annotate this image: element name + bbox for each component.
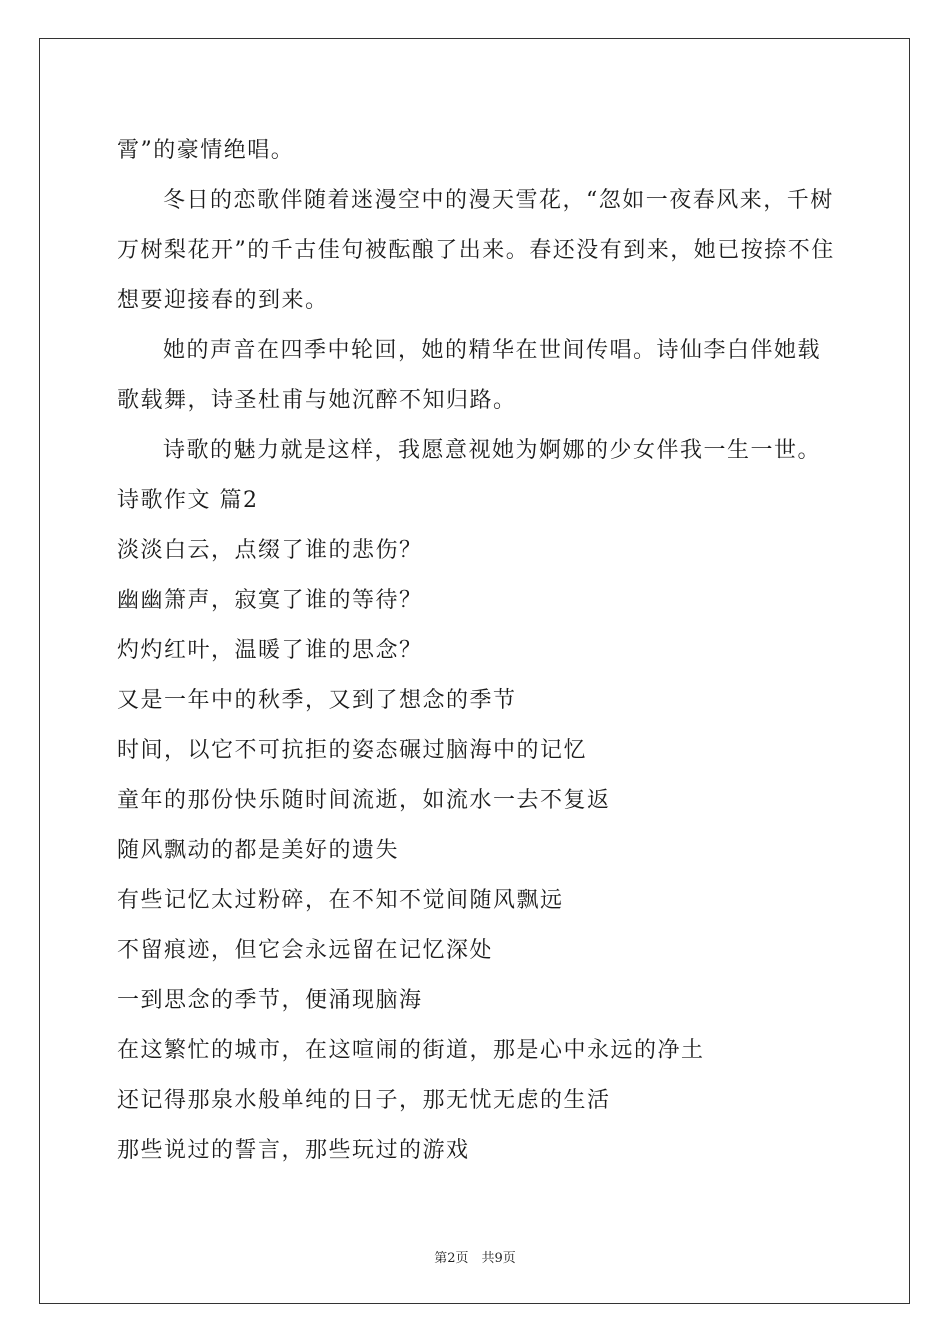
poem-line: 在这繁忙的城市，在这喧闹的街道，那是心中永远的净土 [117, 1038, 705, 1063]
poem-line: 幽幽箫声，寂寞了谁的等待？ [117, 588, 423, 613]
paragraph-continuation: 霄”的豪情绝唱。 [117, 138, 295, 163]
poem-line: 随风飘动的都是美好的遗失 [117, 838, 400, 863]
section-heading: 诗歌作文 篇2 [117, 488, 259, 513]
poem-line: 不留痕迹，但它会永远留在记忆深处 [117, 938, 494, 963]
poem-line: 又是一年中的秋季，又到了想念的季节 [117, 688, 517, 713]
poem-line: 一到思念的季节，便涌现脑海 [117, 988, 423, 1013]
poem-line: 时间，以它不可抗拒的姿态碾过脑海中的记忆 [117, 738, 588, 763]
poem-line: 童年的那份快乐随时间流逝，如流水一去不复返 [117, 788, 611, 813]
poem-line: 那些说过的誓言，那些玩过的游戏 [117, 1138, 470, 1163]
paragraph-charm: 诗歌的魅力就是这样，我愿意视她为婀娜的少女伴我一生一世。 [163, 438, 822, 463]
document-body [117, 126, 837, 1176]
paragraph-seasons: 她的声音在四季中轮回，她的精华在世间传唱。诗仙李白伴她载歌载舞，诗圣杜甫与她沉醉不知归路。 [117, 338, 822, 413]
paragraph-winter: 冬日的恋歌伴随着迷漫空中的漫天雪花，“忽如一夜春风来，千树万树梨花开”的千古佳句被酝酿了出来。春还没有到来，她已按捺不住想要迎接春的到来。 [117, 188, 835, 313]
poem-line: 灼灼红叶，温暖了谁的思念？ [117, 638, 423, 663]
page-number-footer: 第2页 共9页 [434, 1251, 516, 1266]
poem-line: 还记得那泉水般单纯的日子，那无忧无虑的生活 [117, 1088, 611, 1113]
poem-line: 淡淡白云，点缀了谁的悲伤？ [117, 538, 423, 563]
poem-line: 有些记忆太过粉碎，在不知不觉间随风飘远 [117, 888, 564, 913]
